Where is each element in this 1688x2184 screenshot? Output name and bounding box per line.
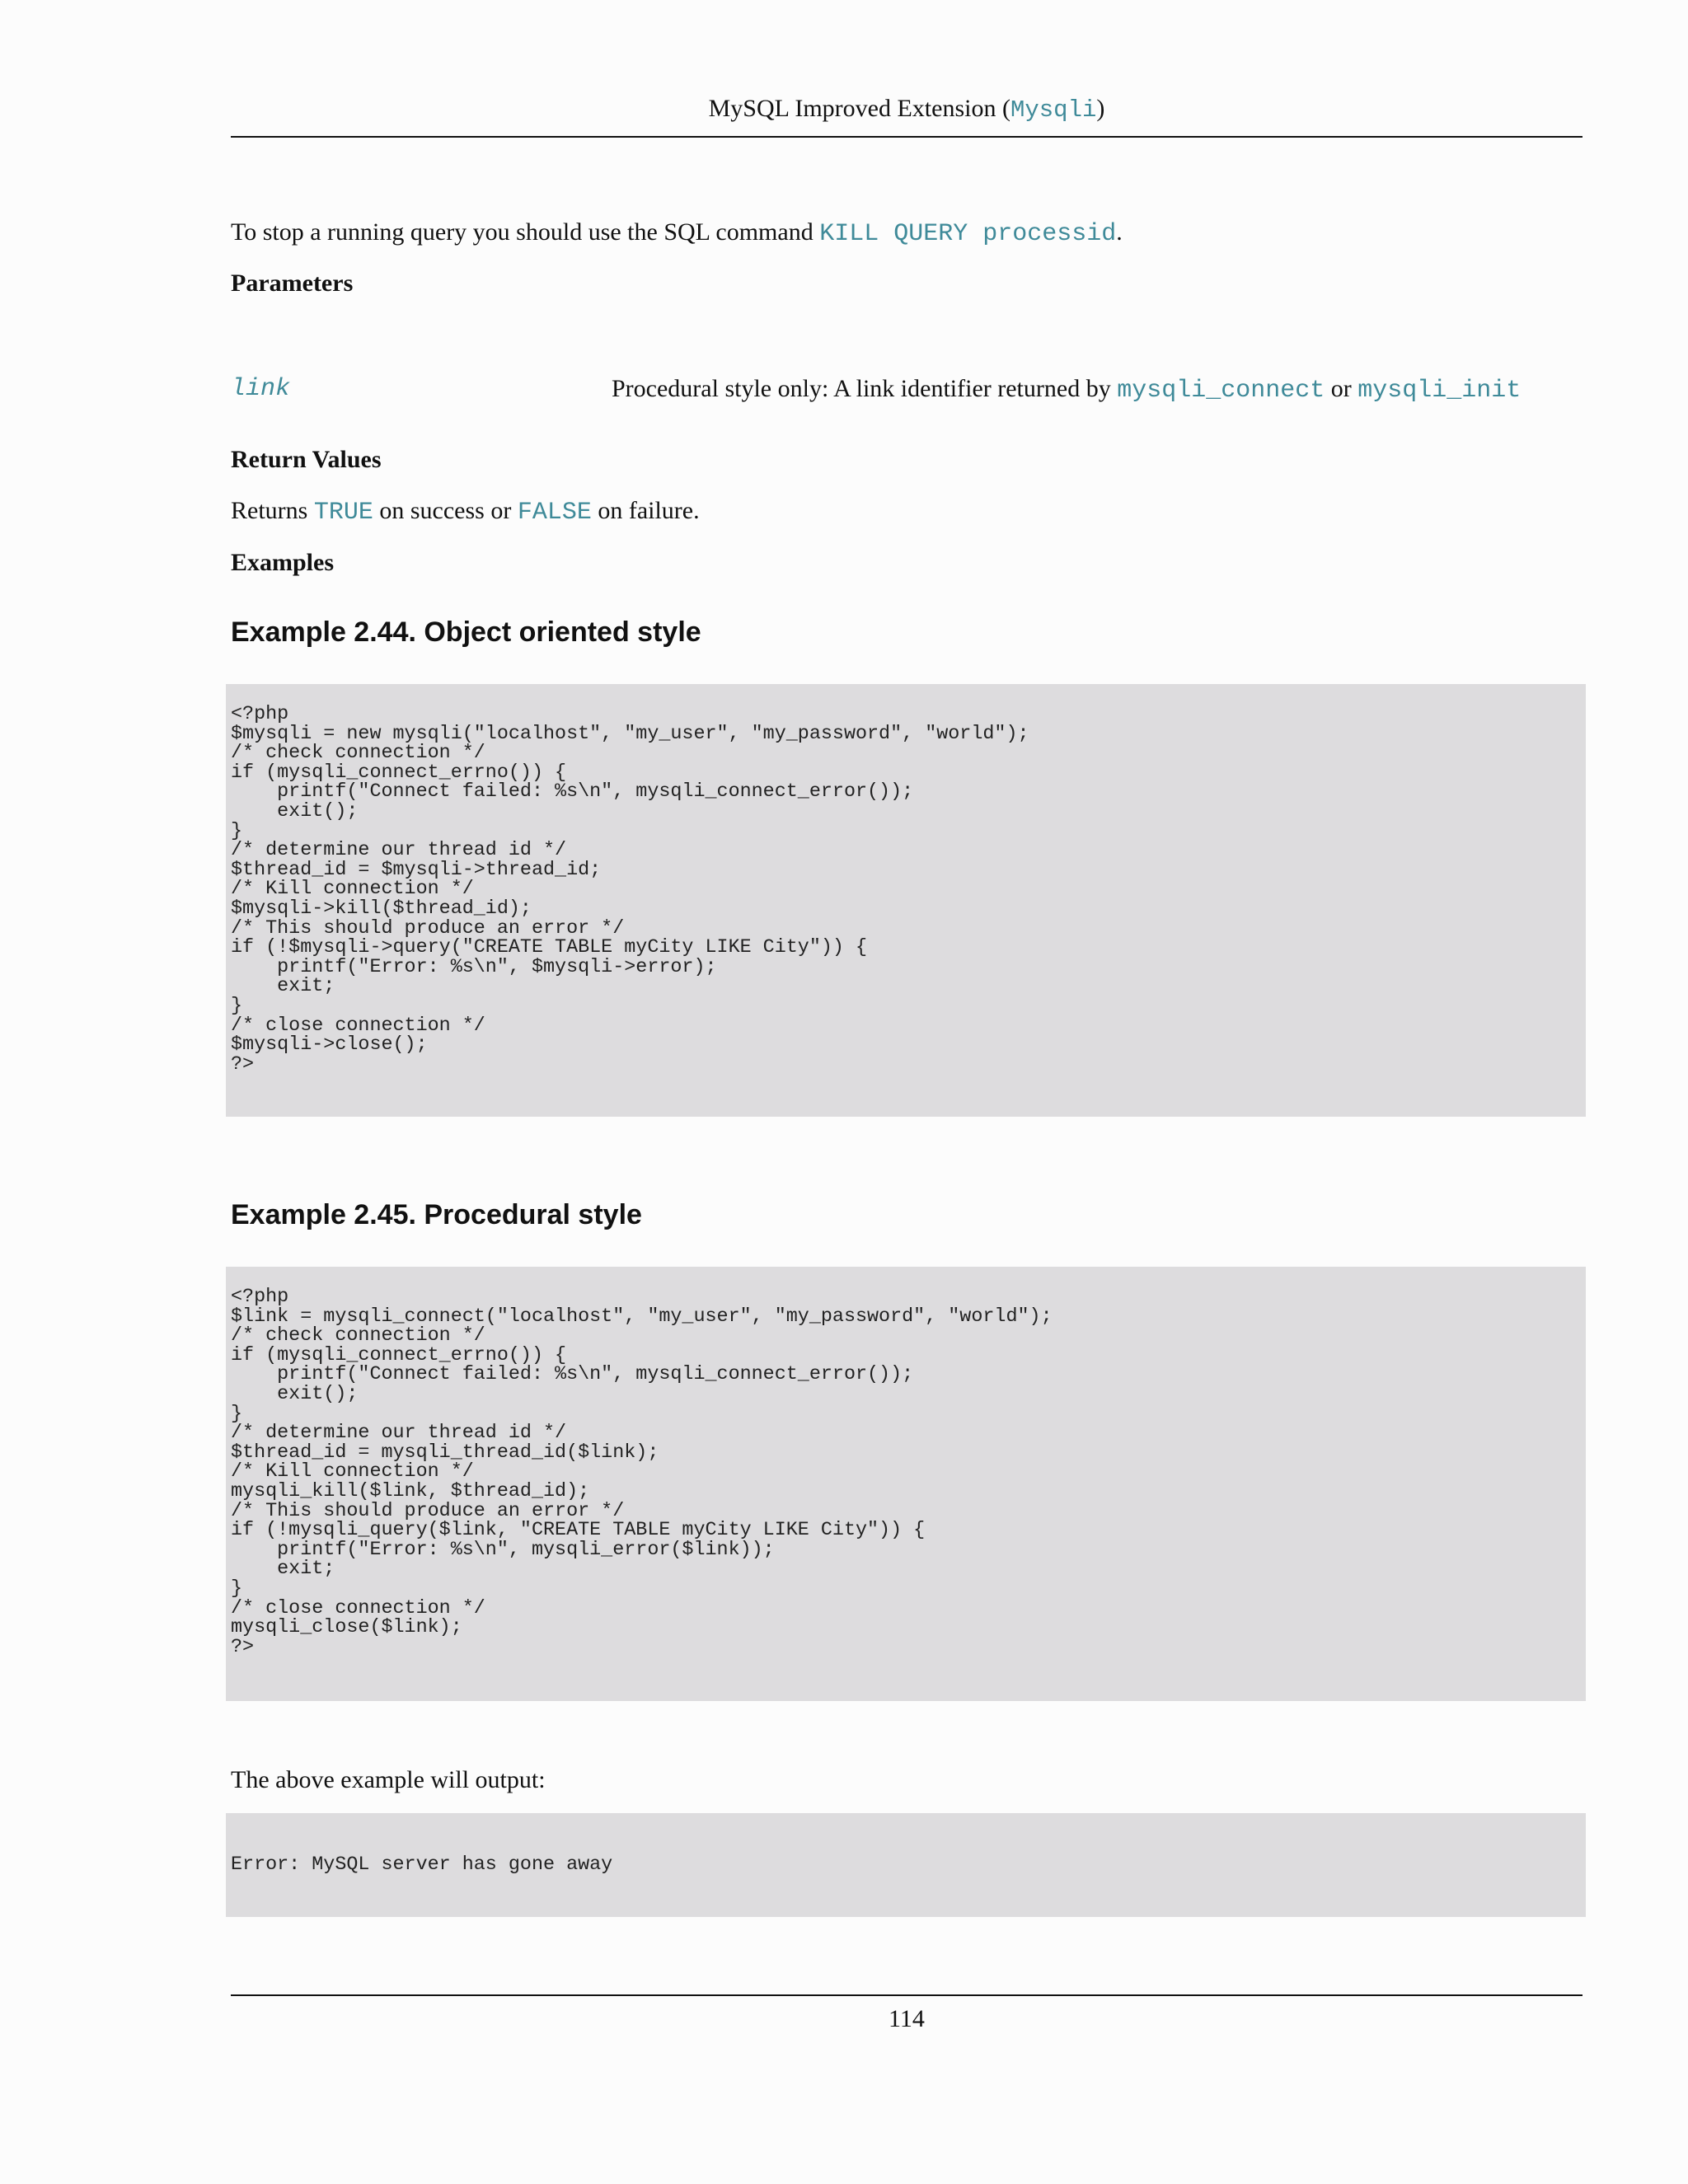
output-intro: The above example will output: [231, 1766, 546, 1793]
return-suffix: on failure. [591, 497, 700, 524]
intro-code: KILL QUERY processid [819, 220, 1117, 248]
return-values-paragraph [231, 494, 700, 529]
page-number: 114 [889, 2005, 925, 2032]
footer-rule [231, 1994, 1582, 1996]
param-desc-mid: or [1325, 375, 1358, 402]
example-oo-code-block [226, 684, 1586, 1117]
example-procedural-code-block [226, 1267, 1586, 1701]
running-header [231, 92, 1582, 127]
param-desc-prefix: Procedural style only: A link identifier returned by [612, 375, 1118, 402]
intro-paragraph [231, 216, 1123, 251]
return-prefix: Returns [231, 497, 314, 524]
return-mid: on success or [373, 497, 518, 524]
intro-suffix: . [1116, 218, 1123, 246]
parameters-heading: Parameters [231, 269, 354, 297]
examples-heading: Examples [231, 549, 335, 576]
header-rule [231, 136, 1582, 138]
header-title-prefix: MySQL Improved Extension ( [708, 95, 1010, 122]
example-procedural-code: <?php $link = mysqli_connect("localhost", "my_user", "my_password", "world"); /* check connection */ if (mysqli_connect_errno()) { printf("Connect failed: %s\n", mysqli_connect_error()); exit(); } /* determine our thread id */ $thread_id = mysqli_thread_id($link); /* Kill connection */ mysqli_kill($link, $thread_id); /* This should produce an error */ if (!mysqli_query($link, "CREATE TABLE myCity LIKE City")) { printf("Error: %s\n", mysqli_error($link)); exit; } /* close connection */ mysqli_close($link); ?> [231, 1286, 1053, 1658]
return-values-heading: Return Values [231, 446, 382, 473]
example-procedural-title: Example 2.45. Procedural style [231, 1199, 642, 1230]
output-code-block [226, 1813, 1586, 1917]
header-title-code: Mysqli [1010, 96, 1097, 124]
param-description-link [612, 373, 1521, 407]
intro-text: To stop a running query you should use the SQL command [231, 218, 820, 246]
output-code: Error: MySQL server has gone away [231, 1854, 613, 1876]
header-title-suffix: ) [1096, 95, 1105, 122]
param-name-link: link [231, 375, 291, 403]
example-oo-code: <?php $mysqli = new mysqli("localhost", "my_user", "my_password", "world"); /* check connection */ if (mysqli_connect_errno()) { printf("Connect failed: %s\n", mysqli_connect_error()); exit(); } /* determine our thread id */ $thread_id = $mysqli->thread_id; /* Kill connection */ $mysqli->kill($thread_id); /* This should produce an error */ if (!$mysqli->query("CREATE TABLE myCity LIKE City")) { printf("Error: %s\n", $mysqli->error); exit; } /* close connection */ $mysqli->close(); ?> [231, 704, 1029, 1076]
param-code-mysqli-init: mysqli_init [1357, 377, 1522, 405]
return-code-false: FALSE [517, 499, 592, 527]
example-oo-title: Example 2.44. Object oriented style [231, 616, 701, 648]
return-code-true: TRUE [313, 499, 373, 527]
param-code-mysqli-connect: mysqli_connect [1117, 377, 1325, 405]
